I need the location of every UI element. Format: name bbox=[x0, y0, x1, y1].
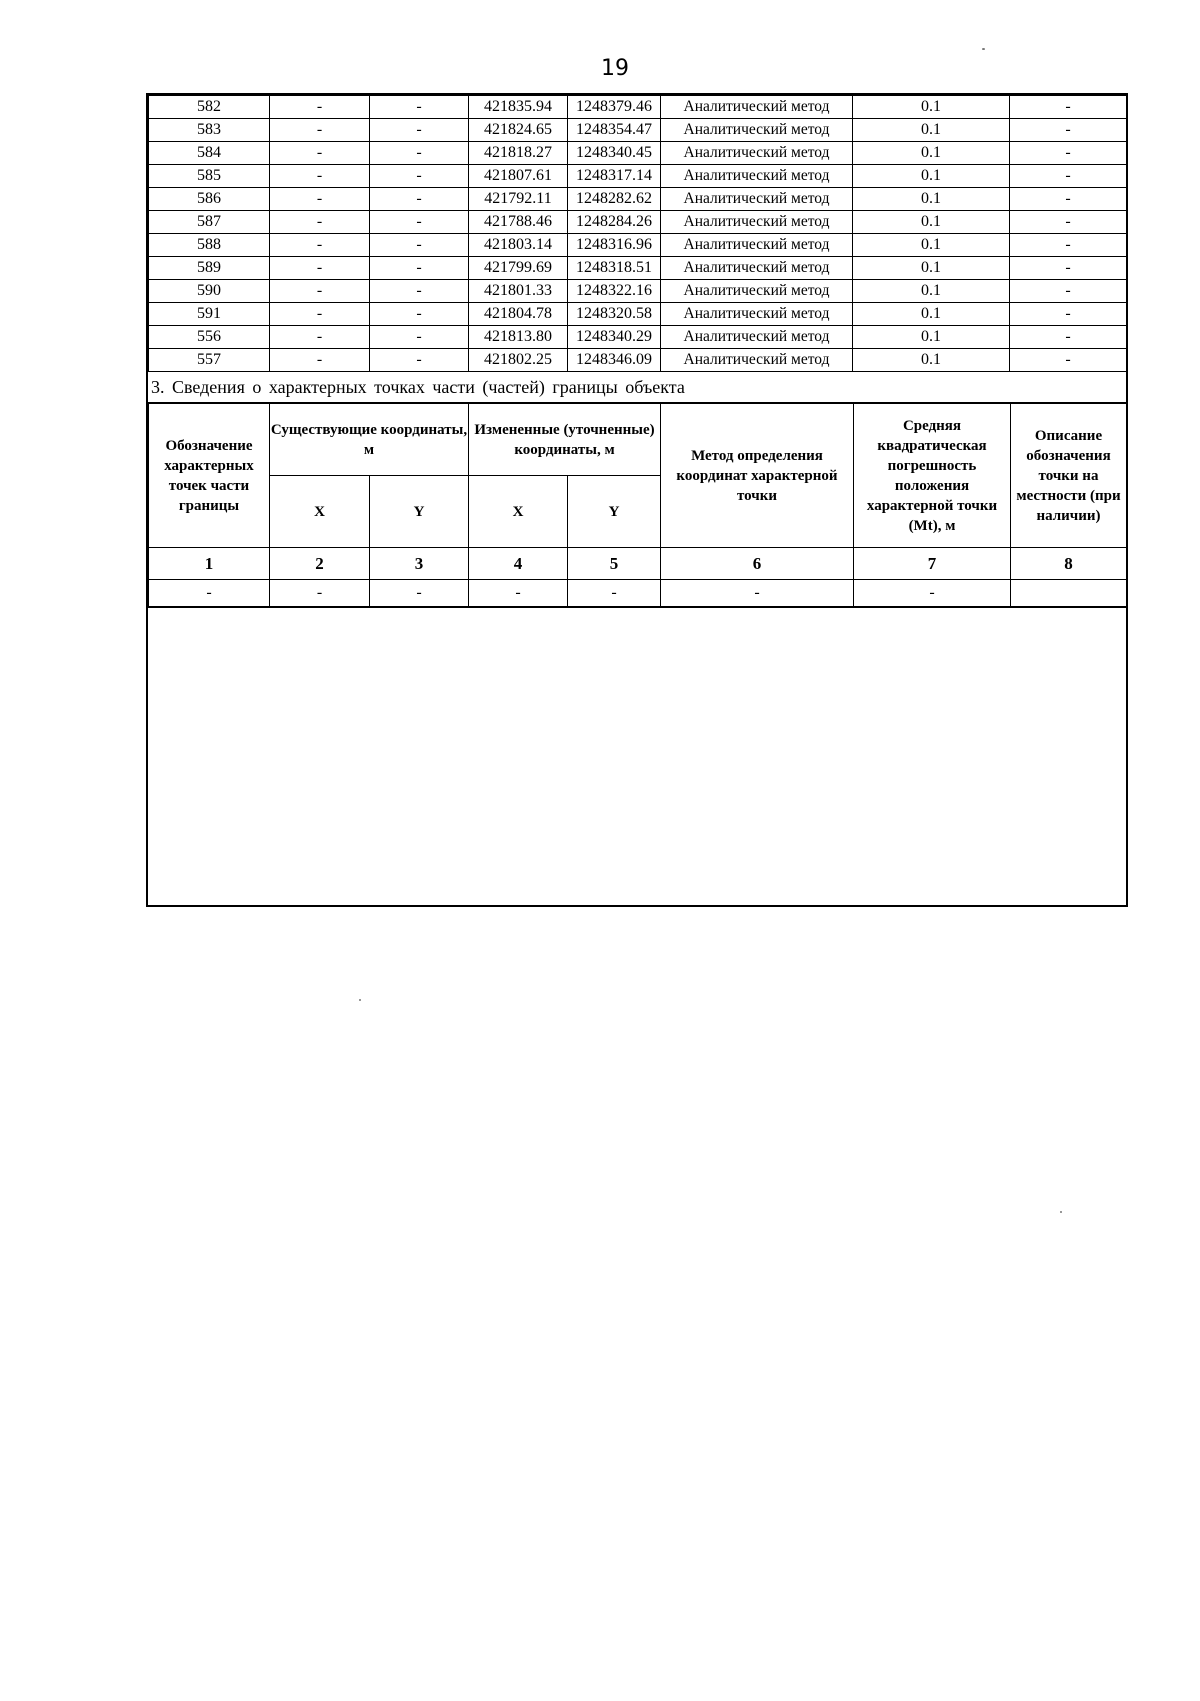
changed-y-cell: 1248340.45 bbox=[568, 142, 661, 165]
existing-x-cell: - bbox=[270, 142, 370, 165]
existing-y-cell: - bbox=[370, 142, 469, 165]
page-number: 19 bbox=[601, 56, 629, 81]
error-cell: 0.1 bbox=[853, 234, 1010, 257]
changed-y-cell: 1248317.14 bbox=[568, 165, 661, 188]
existing-x-cell: - bbox=[270, 349, 370, 372]
column-number: 7 bbox=[854, 548, 1011, 580]
point-number-cell: 586 bbox=[149, 188, 270, 211]
table-row bbox=[149, 349, 1127, 372]
existing-y-cell: - bbox=[370, 165, 469, 188]
method-cell: Аналитический метод bbox=[661, 257, 853, 280]
description-cell: - bbox=[1010, 257, 1127, 280]
error-cell: 0.1 bbox=[853, 211, 1010, 234]
table-row bbox=[149, 165, 1127, 188]
error-cell: 0.1 bbox=[853, 188, 1010, 211]
method-cell: Аналитический метод bbox=[661, 303, 853, 326]
method-cell: Аналитический метод bbox=[661, 119, 853, 142]
column-number: 2 bbox=[270, 548, 370, 580]
changed-y-cell: 1248282.62 bbox=[568, 188, 661, 211]
error-cell: 0.1 bbox=[853, 257, 1010, 280]
header-existing-x: X bbox=[270, 476, 370, 548]
method-cell: Аналитический метод bbox=[661, 211, 853, 234]
point-number-cell: 556 bbox=[149, 326, 270, 349]
point-number-cell: 583 bbox=[149, 119, 270, 142]
column-number: 5 bbox=[568, 548, 661, 580]
existing-x-cell: - bbox=[270, 96, 370, 119]
existing-y-cell: - bbox=[370, 303, 469, 326]
table-row bbox=[149, 303, 1127, 326]
table-row bbox=[149, 234, 1127, 257]
description-cell: - bbox=[1010, 303, 1127, 326]
point-number-cell: 584 bbox=[149, 142, 270, 165]
changed-x-cell: 421802.25 bbox=[469, 349, 568, 372]
header-error: Средняя квадратическая погрешность положения характерной точки (Mt), м bbox=[854, 404, 1011, 548]
section-3-title: 3. Сведения о характерных точках части (частей) границы объекта bbox=[148, 372, 1126, 403]
existing-y-cell: - bbox=[370, 119, 469, 142]
existing-x-cell: - bbox=[270, 303, 370, 326]
empty-cell bbox=[1011, 580, 1127, 607]
description-cell: - bbox=[1010, 211, 1127, 234]
existing-y-cell: - bbox=[370, 326, 469, 349]
changed-x-cell: 421807.61 bbox=[469, 165, 568, 188]
point-number-cell: 582 bbox=[149, 96, 270, 119]
existing-y-cell: - bbox=[370, 188, 469, 211]
changed-y-cell: 1248284.26 bbox=[568, 211, 661, 234]
point-number-cell: 589 bbox=[149, 257, 270, 280]
empty-cell: - bbox=[568, 580, 661, 607]
changed-x-cell: 421788.46 bbox=[469, 211, 568, 234]
existing-y-cell: - bbox=[370, 257, 469, 280]
existing-x-cell: - bbox=[270, 165, 370, 188]
empty-cell: - bbox=[854, 580, 1011, 607]
changed-y-cell: 1248320.58 bbox=[568, 303, 661, 326]
changed-y-cell: 1248322.16 bbox=[568, 280, 661, 303]
point-number-cell: 587 bbox=[149, 211, 270, 234]
existing-y-cell: - bbox=[370, 280, 469, 303]
description-cell: - bbox=[1010, 165, 1127, 188]
error-cell: 0.1 bbox=[853, 280, 1010, 303]
table-row bbox=[149, 119, 1127, 142]
point-number-cell: 591 bbox=[149, 303, 270, 326]
error-cell: 0.1 bbox=[853, 119, 1010, 142]
column-number: 1 bbox=[149, 548, 270, 580]
description-cell: - bbox=[1010, 280, 1127, 303]
header-existing-y: Y bbox=[370, 476, 469, 548]
existing-y-cell: - bbox=[370, 349, 469, 372]
changed-x-cell: 421803.14 bbox=[469, 234, 568, 257]
description-cell: - bbox=[1010, 349, 1127, 372]
existing-x-cell: - bbox=[270, 211, 370, 234]
scan-speck bbox=[1060, 1211, 1062, 1213]
description-cell: - bbox=[1010, 234, 1127, 257]
header-designation: Обозначение характерных точек части границы bbox=[149, 404, 270, 548]
point-number-cell: 590 bbox=[149, 280, 270, 303]
method-cell: Аналитический метод bbox=[661, 165, 853, 188]
empty-cell: - bbox=[469, 580, 568, 607]
header-method: Метод определения координат характерной точки bbox=[661, 404, 854, 548]
empty-cell: - bbox=[149, 580, 270, 607]
table-row bbox=[149, 280, 1127, 303]
changed-y-cell: 1248354.47 bbox=[568, 119, 661, 142]
scan-speck bbox=[982, 48, 985, 50]
existing-x-cell: - bbox=[270, 280, 370, 303]
changed-x-cell: 421813.80 bbox=[469, 326, 568, 349]
method-cell: Аналитический метод bbox=[661, 188, 853, 211]
header-description: Описание обозначения точки на местности (при наличии) bbox=[1011, 404, 1127, 548]
empty-cell: - bbox=[661, 580, 854, 607]
existing-x-cell: - bbox=[270, 257, 370, 280]
section-3-table bbox=[148, 403, 1127, 607]
column-number: 4 bbox=[469, 548, 568, 580]
column-number: 6 bbox=[661, 548, 854, 580]
method-cell: Аналитический метод bbox=[661, 234, 853, 257]
method-cell: Аналитический метод bbox=[661, 349, 853, 372]
existing-y-cell: - bbox=[370, 96, 469, 119]
error-cell: 0.1 bbox=[853, 326, 1010, 349]
changed-x-cell: 421792.11 bbox=[469, 188, 568, 211]
method-cell: Аналитический метод bbox=[661, 326, 853, 349]
table-row bbox=[149, 257, 1127, 280]
existing-x-cell: - bbox=[270, 188, 370, 211]
table-row bbox=[149, 142, 1127, 165]
changed-y-cell: 1248379.46 bbox=[568, 96, 661, 119]
header-existing-coordinates: Существующие координаты, м bbox=[270, 404, 469, 476]
description-cell: - bbox=[1010, 96, 1127, 119]
changed-y-cell: 1248318.51 bbox=[568, 257, 661, 280]
table-row bbox=[149, 188, 1127, 211]
changed-x-cell: 421801.33 bbox=[469, 280, 568, 303]
method-cell: Аналитический метод bbox=[661, 142, 853, 165]
changed-y-cell: 1248340.29 bbox=[568, 326, 661, 349]
existing-y-cell: - bbox=[370, 211, 469, 234]
changed-y-cell: 1248346.09 bbox=[568, 349, 661, 372]
error-cell: 0.1 bbox=[853, 165, 1010, 188]
changed-x-cell: 421804.78 bbox=[469, 303, 568, 326]
header-changed-coordinates: Измененные (уточненные) координаты, м bbox=[469, 404, 661, 476]
method-cell: Аналитический метод bbox=[661, 280, 853, 303]
error-cell: 0.1 bbox=[853, 303, 1010, 326]
column-number: 3 bbox=[370, 548, 469, 580]
description-cell: - bbox=[1010, 142, 1127, 165]
error-cell: 0.1 bbox=[853, 349, 1010, 372]
document-sheet bbox=[146, 93, 1128, 907]
changed-x-cell: 421799.69 bbox=[469, 257, 568, 280]
empty-cell: - bbox=[370, 580, 469, 607]
error-cell: 0.1 bbox=[853, 96, 1010, 119]
point-number-cell: 588 bbox=[149, 234, 270, 257]
existing-y-cell: - bbox=[370, 234, 469, 257]
existing-x-cell: - bbox=[270, 119, 370, 142]
description-cell: - bbox=[1010, 326, 1127, 349]
empty-cell: - bbox=[270, 580, 370, 607]
method-cell: Аналитический метод bbox=[661, 96, 853, 119]
description-cell: - bbox=[1010, 188, 1127, 211]
header-changed-x: X bbox=[469, 476, 568, 548]
header-changed-y: Y bbox=[568, 476, 661, 548]
point-number-cell: 585 bbox=[149, 165, 270, 188]
table-row bbox=[149, 326, 1127, 349]
changed-x-cell: 421835.94 bbox=[469, 96, 568, 119]
description-cell: - bbox=[1010, 119, 1127, 142]
changed-x-cell: 421818.27 bbox=[469, 142, 568, 165]
scan-speck bbox=[359, 999, 361, 1001]
column-number: 8 bbox=[1011, 548, 1127, 580]
existing-x-cell: - bbox=[270, 326, 370, 349]
error-cell: 0.1 bbox=[853, 142, 1010, 165]
table-row bbox=[149, 96, 1127, 119]
table-row bbox=[149, 211, 1127, 234]
point-number-cell: 557 bbox=[149, 349, 270, 372]
blank-area bbox=[148, 607, 1126, 905]
existing-x-cell: - bbox=[270, 234, 370, 257]
changed-x-cell: 421824.65 bbox=[469, 119, 568, 142]
points-table bbox=[148, 95, 1127, 372]
changed-y-cell: 1248316.96 bbox=[568, 234, 661, 257]
